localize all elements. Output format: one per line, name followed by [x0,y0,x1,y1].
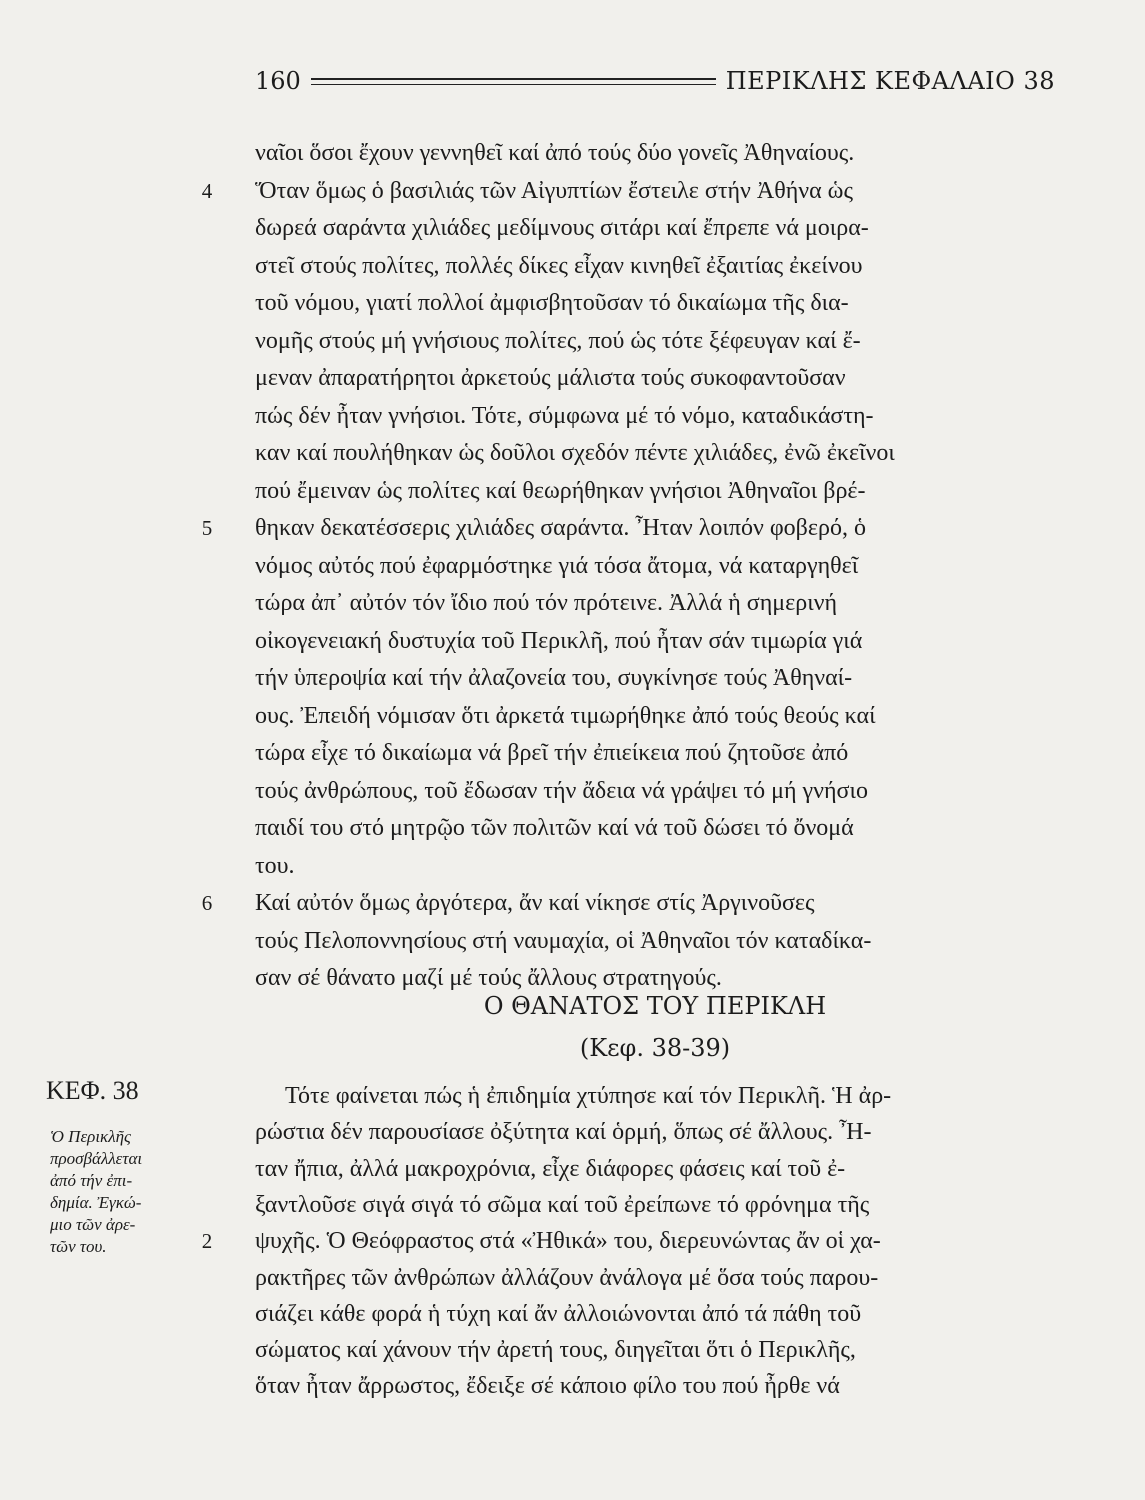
page-number: 160 [255,67,301,95]
text-line: θηκαν δεκατέσσερις χιλιάδες σαράντα. Ἦταν λοιπόν φοβερό, ὁ [255,515,866,541]
text-line: τούς ἀνθρώπους, τοῦ ἔδωσαν τήν ἄδεια νά γράψει τό μή γνήσιο [255,777,868,804]
margin-note [50,1126,200,1258]
line-number: 6 [201,891,213,915]
text-line: ρακτῆρες τῶν ἀνθρώπων ἀλλάζουν ἀνάλογα μέ ὅσα τούς παρου- [255,1264,879,1291]
section-title: Ο ΘΑΝΑΤΟΣ ΤΟΥ ΠΕΡΙΚΛΗ [483,992,827,1020]
text-line: τούς Πελοποννησίους στή ναυμαχία, οἱ Ἀθηναῖοι τόν καταδίκα- [255,927,872,954]
margin-note-line: Ὁ Περικλῆς [50,1127,131,1146]
text-line: νομῆς στούς μή γνήσιους πολίτες, πού ὡς τότε ξέφευγαν καί ἔ- [255,327,861,354]
text-line: ρώστια δέν παρουσίασε ὀξύτητα καί ὁρμή, ὅπως σέ ἄλλους. Ἦ- [255,1119,872,1146]
text-line: καν καί πουλήθηκαν ὡς δοῦλοι σχεδόν πέντε χιλιάδες, ἐνῶ ἐκεῖνοι [255,440,895,466]
line-number: 2 [201,1229,213,1254]
text-line: τώρα ἀπ᾽ αὐτόν τόν ἴδιο πού τόν πρότεινε. Ἀλλά ἡ σημερινή [255,590,838,616]
text-line: πώς δέν ἦταν γνήσιοι. Τότε, σύμφωνα μέ τό νόμο, καταδικάστη- [255,402,874,429]
text-line: παιδί του στό μητρῷο τῶν πολιτῶν καί νά τοῦ δώσει τό ὄνομά [255,815,854,841]
line-number: 4 [201,178,213,203]
chapter-label: ΚΕΦ. 38 [46,1076,139,1105]
text-line: ους. Ἐπειδή νόμισαν ὅτι ἀρκετά τιμωρήθηκε ἀπό τούς θεούς καί [255,702,876,729]
text-line: του. [255,852,295,879]
text-line: νόμος αὐτός πού ἐφαρμόστηκε γιά τόσα ἄτομα, νά καταργηθεῖ [255,552,859,579]
text-line: τοῦ νόμου, γιατί πολλοί ἀμφισβητοῦσαν τό δικαίωμα τῆς δια- [255,290,849,316]
text-line: σιάζει κάθε φορά ἡ τύχη καί ἄν ἀλλοιώνονται ἀπό τά πάθη τοῦ [255,1300,862,1327]
margin-note-line: προσβάλλεται [50,1149,143,1168]
text-line: μεναν ἀπαρατήρητοι ἀρκετούς μάλιστα τούς συκοφαντοῦσαν [255,365,846,391]
margin-note-line: μιο τῶν ἀρε- [50,1215,136,1234]
text-line: Ὅταν ὅμως ὁ βασιλιάς τῶν Αἰγυπτίων ἔστειλε στήν Ἀθήνα ὡς [255,177,853,204]
running-title: ΠΕΡΙΚΛΗΣ ΚΕΦΑΛΑΙΟ 38 [725,67,1055,95]
text-line: σώματος καί χάνουν τήν ἀρετή τους, διηγεῖται ὅτι ὁ Περικλῆς, [255,1337,856,1364]
text-line: ὅταν ἦταν ἄρρωστος, ἔδειξε σέ κάποιο φίλο του πού ἦρθε νά [255,1373,840,1400]
text-line: ψυχῆς. Ὁ Θεόφραστος στά «Ἠθικά» του, διερευνώντας ἄν οἱ χα- [255,1228,881,1255]
text-line: ταν ἤπια, ἀλλά μακροχρόνια, εἶχε διάφορες φάσεις καί τοῦ ἐ- [255,1155,846,1182]
text-line: τώρα εἶχε τό δικαίωμα νά βρεῖ τήν ἐπιείκεια πού ζητοῦσε ἀπό [255,740,849,766]
margin-note-line: τῶν του. [50,1237,107,1256]
text-line: πού ἔμειναν ὡς πολίτες καί θεωρήθηκαν γνήσιοι Ἀθηναῖοι βρέ- [255,477,866,504]
text-line: οἰκογενειακή δυστυχία τοῦ Περικλῆ, πού ἦταν σάν τιμωρία γιά [255,627,863,654]
line-number: 5 [201,516,213,540]
page-header [255,64,1055,98]
text-line: στεῖ στούς πολίτες, πολλές δίκες εἶχαν κινηθεῖ ἐξαιτίας ἐκείνου [255,252,863,279]
margin-note-line: δημία. Ἐγκώ- [50,1193,142,1212]
header-rule [311,78,716,85]
margin-note-line: ἀπό τήν ἐπι- [50,1171,133,1190]
text-line: Τότε φαίνεται πώς ἡ ἐπιδημία χτύπησε καί τόν Περικλῆ. Ἡ ἀρ- [285,1083,892,1109]
text-line: ξαντλοῦσε σιγά σιγά τό σῶμα καί τοῦ ἐρείπωνε τό φρόνημα τῆς [255,1191,870,1218]
text-line: δωρεά σαράντα χιλιάδες μεδίμνους σιτάρι καί ἔπρεπε νά μοιρα- [255,215,869,241]
text-line: ναῖοι ὅσοι ἔχουν γεννηθεῖ καί ἀπό τούς δύο γονεῖς Ἀθηναίους. [255,140,855,166]
section-subtitle: (Κεφ. 38-39) [579,1034,731,1062]
text-line: Καί αὐτόν ὅμως ἀργότερα, ἄν καί νίκησε στίς Ἀργινοῦσες [255,890,815,916]
text-line: τήν ὑπεροψία καί τήν ἀλαζονεία του, συγκίνησε τούς Ἀθηναί- [255,665,853,691]
text-line: σαν σέ θάνατο μαζί μέ τούς ἄλλους στρατηγούς. [255,965,722,991]
